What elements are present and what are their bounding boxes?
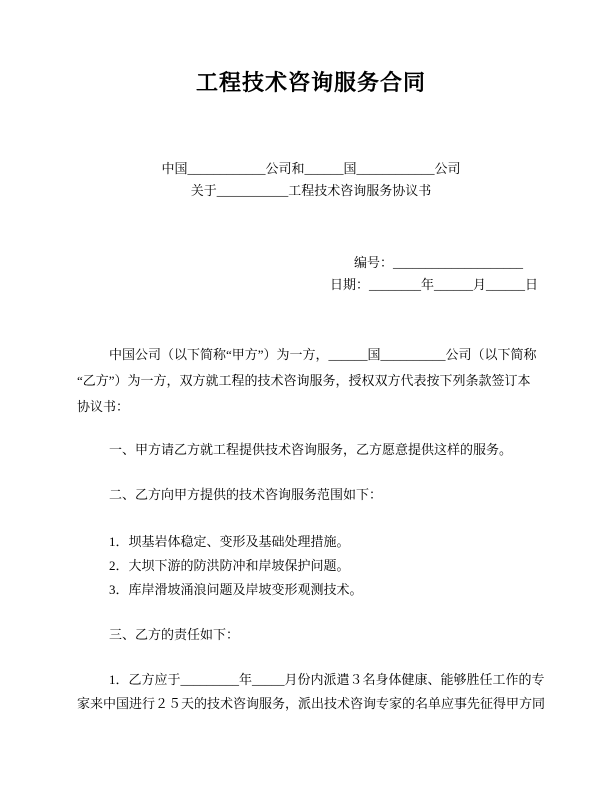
contract-date-line: 日期：________年______月______日 bbox=[329, 277, 538, 292]
responsibility-line-1: 1．乙方应于_________年_____月份内派遣３名身体健康、能够胜任工作的专 bbox=[109, 672, 545, 687]
responsibility-paragraph bbox=[77, 668, 545, 716]
clause-one-text: 一、甲方请乙方就工程提供技术咨询服务，乙方愿意提供这样的服务。 bbox=[109, 442, 513, 457]
clause-three-paragraph bbox=[77, 622, 545, 648]
scope-item-2: 2．大坝下游的防洪防冲和岸坡保护问题。 bbox=[109, 558, 350, 573]
scope-item-1: 1．坝基岩体稳定、变形及基础处理措施。 bbox=[109, 534, 350, 549]
intro-line-2: “乙方”）为一方，双方就工程的技术咨询服务，授权双方代表按下列条款签订本 bbox=[77, 373, 531, 388]
contract-number-line: 编号：____________________ bbox=[353, 255, 523, 270]
clause-three-text: 三、乙方的责任如下： bbox=[109, 627, 240, 642]
header-line-parties: 中国____________公司和______国____________公司 bbox=[161, 161, 461, 176]
intro-paragraph bbox=[77, 342, 545, 420]
clause-two-text: 二、乙方向甲方提供的技术咨询服务范围如下： bbox=[109, 487, 383, 502]
contract-meta bbox=[77, 252, 545, 296]
intro-line-1: 中国公司（以下简称“甲方”）为一方，______国__________公司（以下简称 bbox=[109, 347, 537, 362]
page-title: 工程技术咨询服务合同 bbox=[195, 70, 426, 95]
scope-item-3: 3．库岸滑坡涌浪问题及岸坡变形观测技术。 bbox=[109, 582, 363, 597]
responsibility-line-2: 家来中国进行２５天的技术咨询服务，派出技术咨询专家的名单应事先征得甲方同 bbox=[77, 696, 546, 711]
clause-two-paragraph bbox=[77, 482, 545, 508]
contract-header bbox=[77, 158, 545, 202]
clause-one-paragraph bbox=[77, 437, 545, 463]
header-line-subject: 关于___________工程技术咨询服务协议书 bbox=[190, 183, 432, 198]
intro-line-3: 协议书： bbox=[77, 399, 130, 414]
service-scope-list bbox=[77, 530, 545, 602]
